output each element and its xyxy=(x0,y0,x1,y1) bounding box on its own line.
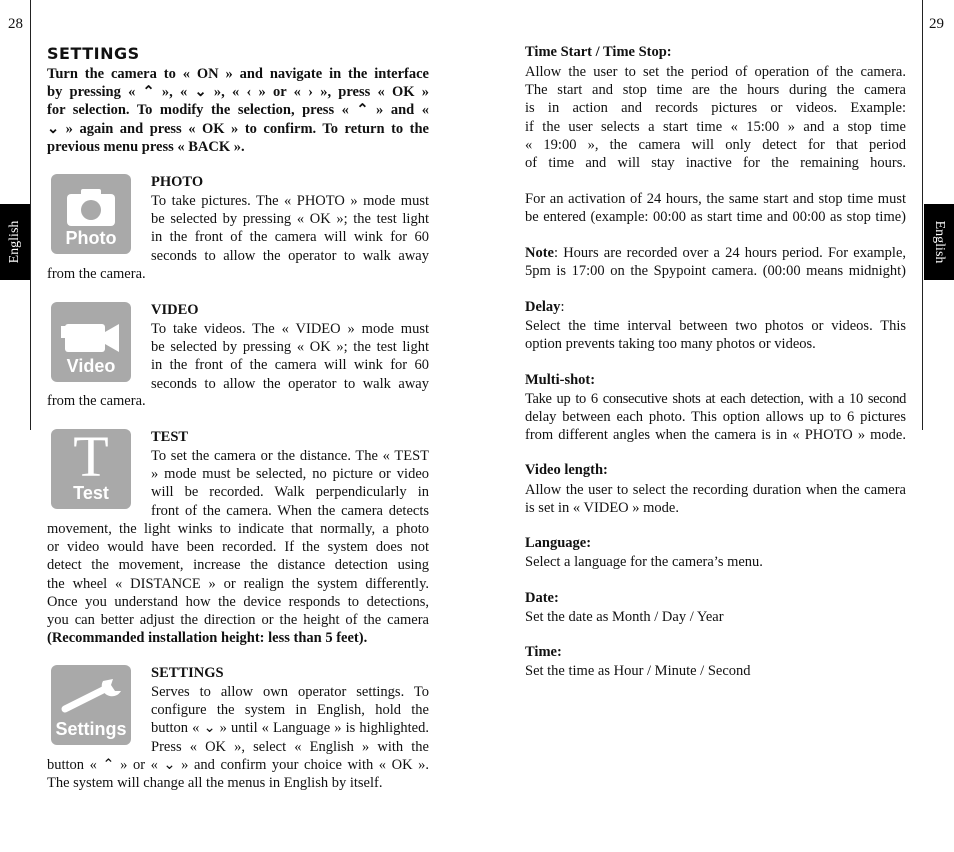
time-title: Time: xyxy=(525,644,562,660)
delay-title-row xyxy=(525,299,564,316)
text-line: To take videos. The « VIDEO » mode must xyxy=(151,321,429,337)
test-description-tail xyxy=(47,520,429,647)
text-line: Allow the user to select the recording duration when the camera xyxy=(525,482,906,498)
text-line: Press « OK », select « English » with the xyxy=(151,738,429,755)
side-tab-right xyxy=(924,204,954,280)
text-line: button « ⌄ » until « Language » is highlighted. xyxy=(151,720,429,737)
text-line: button « ⌃ » or « ⌄ » and confirm your choice with « OK ». xyxy=(47,757,429,773)
side-tab-left xyxy=(0,204,30,280)
photo-description xyxy=(151,192,429,265)
language-text: Select a language for the camera’s menu. xyxy=(525,554,763,570)
page-number-right: 29 xyxy=(929,16,944,32)
multishot-title: Multi-shot: xyxy=(525,372,596,388)
settings-icon-label: Settings xyxy=(55,719,127,739)
settings-title: SETTINGS xyxy=(151,665,224,681)
text-line: The system will change all the menus in English by itself. xyxy=(47,775,383,792)
delay-title: Delay xyxy=(525,299,561,315)
text-line: the wheel « DISTANCE » or realign the system differently. xyxy=(47,575,429,592)
side-tab-label: English xyxy=(932,220,947,264)
text-line: of time and will stay inactive for the remaining hours. xyxy=(525,155,906,172)
text-line: seconds to allow the operator to walk away xyxy=(151,375,429,392)
text-line: For an activation of 24 hours, the same start and stop time must xyxy=(525,191,906,207)
test-icon-label: Test xyxy=(73,483,109,503)
time-text: Set the time as Hour / Minute / Second xyxy=(525,663,751,679)
test-letter-icon: T xyxy=(73,424,109,489)
intro-paragraph xyxy=(47,65,429,156)
text-line: « 19:00 », the camera will only detect for that period xyxy=(525,136,906,153)
text-line: in the front of the camera will wink for 60 xyxy=(151,229,429,246)
text-line: To take pictures. The « PHOTO » mode must xyxy=(151,193,429,209)
text-line: is set in « VIDEO » mode. xyxy=(525,500,679,517)
text-line: from different angles when the camera is in « PHOTO » mode. xyxy=(525,427,906,444)
text-line: or video would have been recorded. If the system does not xyxy=(47,539,429,556)
settings-description-tail xyxy=(47,756,429,792)
text-line: configure the system in English, hold the xyxy=(151,702,429,719)
text-line: To set the camera or the distance. The « TEST xyxy=(151,448,429,464)
text-line: in the front of the camera will wink for 60 xyxy=(151,357,429,374)
text-line: will be recorded. Walk perpendicularly in xyxy=(151,484,429,501)
video-mode-icon xyxy=(51,302,131,382)
video-length-text xyxy=(525,481,906,517)
language-title: Language: xyxy=(525,535,592,551)
text-line: movement, the light winks to indicate that normally, a photo xyxy=(47,521,429,537)
text-line: option prevents taking too many photos or videos. xyxy=(525,336,816,353)
activation-text xyxy=(525,190,906,226)
time-start-stop-title: Time Start / Time Stop: xyxy=(525,44,672,60)
test-description xyxy=(151,447,429,520)
test-mode-icon xyxy=(51,424,131,509)
text-line: delay between each photo. This option allows up to 6 pictures xyxy=(525,409,906,426)
video-description xyxy=(151,320,429,393)
delay-text xyxy=(525,317,906,353)
text-line: seconds to allow the operator to walk away xyxy=(151,247,429,264)
text-line: be entered (example: 00:00 as start time and 00:00 as stop time) xyxy=(525,209,906,226)
intro-line: previous menu press « BACK ». xyxy=(47,138,245,155)
page-number-left: 28 xyxy=(8,16,23,32)
text-line: Serves to allow own operator settings. To xyxy=(151,684,429,700)
text-line: you can better adjust the direction or the height of the camera xyxy=(47,612,429,629)
date-title: Date: xyxy=(525,590,559,606)
photo-icon-label: Photo xyxy=(65,228,117,248)
text-line: Select the time interval between two photos or videos. This xyxy=(525,318,906,334)
intro-line: ⌄ » again and press « OK » to confirm. To return to the xyxy=(47,120,429,137)
note-label: Note xyxy=(525,245,554,261)
photo-description-tail: from the camera. xyxy=(47,266,146,282)
photo-title: PHOTO xyxy=(151,174,204,190)
text-line: is in action and records pictures or videos. Example: xyxy=(525,100,906,117)
text-line: be selected by pressing « OK »; the test light xyxy=(151,339,429,356)
settings-description xyxy=(151,683,429,756)
right-margin-rule xyxy=(922,0,923,430)
text-line: if the user selects a start time « 15:00 » and a stop time xyxy=(525,118,906,135)
date-text: Set the date as Month / Day / Year xyxy=(525,609,724,625)
side-tab-label: English xyxy=(7,220,22,264)
video-icon-label: Video xyxy=(66,356,116,376)
settings-mode-icon xyxy=(51,665,131,745)
text-line xyxy=(525,244,906,262)
text-line: The start and stop time are the hours during the camera xyxy=(525,82,906,99)
intro-line: for selection. To modify the selection, press « ⌃ » and « xyxy=(47,102,429,119)
settings-heading: SETTINGS xyxy=(47,44,140,63)
intro-line: by pressing « ⌃ », « ⌄ », « ‹ » or « › », press « OK » xyxy=(47,84,429,101)
text-line: » mode must be selected, no picture or video xyxy=(151,466,429,483)
text-line: Take up to 6 consecutive shots at each detection, with a 10 second xyxy=(525,391,906,407)
text-line: front of the camera. When the camera detects xyxy=(151,502,429,519)
text-line: 5pm is 17:00 on the Spypoint camera. (00:00 means midnight) xyxy=(525,263,906,280)
text-line: be selected by pressing « OK »; the test light xyxy=(151,211,429,228)
note-text xyxy=(525,244,906,280)
video-description-tail: from the camera. xyxy=(47,393,146,409)
left-margin-rule xyxy=(30,0,31,430)
text-line: Allow the user to set the period of operation of the camera. xyxy=(525,64,906,80)
text-line: Once you understand how the device responds to detections, xyxy=(47,593,429,610)
video-length-title: Video length: xyxy=(525,462,608,478)
video-title: VIDEO xyxy=(151,302,199,318)
test-title: TEST xyxy=(151,429,189,445)
intro-line: Turn the camera to « ON » and navigate in the interface xyxy=(47,66,429,82)
time-start-stop-text xyxy=(525,63,906,172)
multishot-text xyxy=(525,390,906,445)
delay-colon: : xyxy=(560,299,565,315)
photo-mode-icon xyxy=(51,174,131,254)
text-line: detect the movement, increase the distance detection using xyxy=(47,557,429,574)
note-line: : Hours are recorded over a 24 hours period. For example, xyxy=(554,245,906,261)
installation-height-note: (Recommanded installation height: less than 5 feet). xyxy=(47,630,368,647)
